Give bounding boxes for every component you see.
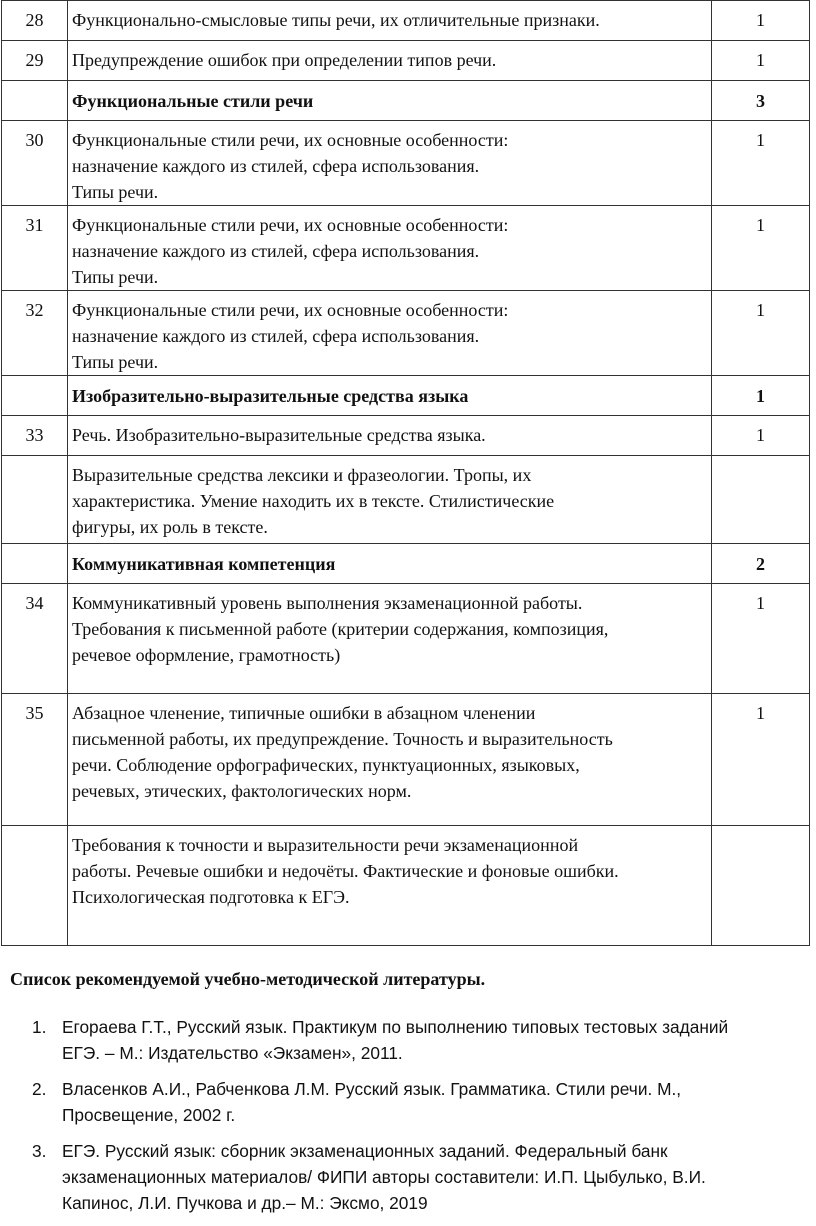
- lesson-topic: [68, 584, 712, 694]
- topic-line: Функциональные стили речи: [72, 90, 314, 111]
- hours-count: [712, 456, 810, 544]
- table-row: [2, 41, 810, 81]
- section-title: [68, 81, 712, 121]
- topic-line: речевых, этических, фактологических норм.: [72, 781, 412, 801]
- row-number: 29: [2, 41, 68, 81]
- hours-count: 1: [712, 1, 810, 41]
- literature-item: [0, 1138, 816, 1216]
- hours-count: 1: [712, 291, 810, 376]
- topic-line: Типы речи.: [72, 352, 159, 372]
- lesson-topic: [68, 291, 712, 376]
- row-number: 34: [2, 584, 68, 694]
- literature-item-text: Власенков А.И., Рабченкова Л.М. Русский язык. Грамматика. Стили речи. М., Просвещение, 2002 г.: [62, 1079, 682, 1125]
- hours-count: 1: [712, 584, 810, 694]
- row-number: 35: [2, 694, 68, 826]
- table-row: [2, 584, 810, 694]
- row-number: 28: [2, 1, 68, 41]
- topic-line: назначение каждого из стилей, сфера использования.: [72, 326, 480, 346]
- row-number: [2, 826, 68, 946]
- hours-count: 1: [712, 416, 810, 456]
- table-row: [2, 206, 810, 291]
- table-row: [2, 1, 810, 41]
- section-row: [2, 81, 810, 121]
- literature-item: [0, 1076, 816, 1128]
- topic-line: Функциональные стили речи, их основные особенности:: [72, 130, 509, 150]
- topic-line: Функциональные стили речи, их основные особенности:: [72, 215, 509, 235]
- lesson-plan-table-body: [2, 1, 810, 946]
- section-row: [2, 544, 810, 584]
- lesson-topic: [68, 41, 712, 81]
- row-number: 32: [2, 291, 68, 376]
- literature-item-text: ЕГЭ. Русский язык: сборник экзаменационных заданий. Федеральный банк экзаменационных материалов/ ФИПИ авторы составители: И.П. Цыбулько, В.И. Капинос, Л.И. Пучкова и др.– М.: Эксмо, 2019: [62, 1141, 706, 1213]
- lesson-topic: [68, 416, 712, 456]
- row-number: [2, 456, 68, 544]
- hours-count: 2: [712, 544, 810, 584]
- topic-line: Функционально-смысловые типы речи, их отличительные признаки.: [72, 10, 600, 30]
- topic-line: Изобразительно-выразительные средства языка: [72, 385, 469, 406]
- hours-count: [712, 826, 810, 946]
- topic-line: фигуры, их роль в тексте.: [72, 517, 268, 537]
- section-title: [68, 544, 712, 584]
- literature-item-number: 3.: [32, 1141, 47, 1161]
- row-number: [2, 376, 68, 416]
- table-row: [2, 121, 810, 206]
- hours-count: 1: [712, 121, 810, 206]
- topic-line: речи. Соблюдение орфографических, пунктуационных, языковых,: [72, 755, 580, 775]
- table-row: [2, 826, 810, 946]
- section-row: [2, 376, 810, 416]
- literature-item-text: Егораева Г.Т., Русский язык. Практикум по выполнению типовых тестовых заданий ЕГЭ. – М.: Издательство «Экзамен», 2011.: [62, 1017, 729, 1063]
- hours-count: 1: [712, 694, 810, 826]
- table-row: [2, 456, 810, 544]
- topic-line: Требования к письменной работе (критерии содержания, композиция,: [72, 619, 609, 639]
- row-number: [2, 544, 68, 584]
- hours-count: 1: [712, 41, 810, 81]
- topic-line: Психологическая подготовка к ЕГЭ.: [72, 887, 350, 907]
- topic-line: Типы речи.: [72, 182, 159, 202]
- topic-line: характеристика. Умение находить их в тексте. Стилистические: [72, 491, 555, 511]
- literature-item: [0, 1014, 816, 1066]
- row-number: 33: [2, 416, 68, 456]
- hours-count: 1: [712, 206, 810, 291]
- table-row: [2, 291, 810, 376]
- literature-item-number: 1.: [32, 1017, 47, 1037]
- topic-line: работы. Речевые ошибки и недочёты. Фактические и фоновые ошибки.: [72, 861, 619, 881]
- row-number: [2, 81, 68, 121]
- section-title: [68, 376, 712, 416]
- topic-line: письменной работы, их предупреждение. Точность и выразительность: [72, 729, 613, 749]
- topic-line: Функциональные стили речи, их основные особенности:: [72, 300, 509, 320]
- topic-line: Выразительные средства лексики и фразеологии. Тропы, их: [72, 465, 532, 485]
- topic-line: Коммуникативный уровень выполнения экзаменационной работы.: [72, 593, 583, 613]
- literature-list: [0, 1014, 816, 1226]
- topic-line: Типы речи.: [72, 267, 159, 287]
- topic-line: речевое оформление, грамотность): [72, 645, 341, 665]
- topic-line: Требования к точности и выразительности речи экзаменационной: [72, 835, 579, 855]
- topic-line: назначение каждого из стилей, сфера использования.: [72, 241, 480, 261]
- row-number: 31: [2, 206, 68, 291]
- lesson-topic: [68, 206, 712, 291]
- table-row: [2, 416, 810, 456]
- lesson-topic: [68, 121, 712, 206]
- literature-heading: Список рекомендуемой учебно-методической литературы.: [10, 969, 486, 989]
- table-row: [2, 694, 810, 826]
- topic-line: назначение каждого из стилей, сфера использования.: [72, 156, 480, 176]
- literature-item-number: 2.: [32, 1079, 47, 1099]
- hours-count: 3: [712, 81, 810, 121]
- lesson-topic: [68, 826, 712, 946]
- lesson-topic: [68, 694, 712, 826]
- hours-count: 1: [712, 376, 810, 416]
- topic-line: Речь. Изобразительно-выразительные средства языка.: [72, 425, 486, 445]
- topic-line: Абзацное членение, типичные ошибки в абзацном членении: [72, 703, 536, 723]
- topic-line: Предупреждение ошибок при определении типов речи.: [72, 50, 497, 70]
- lesson-plan-table: [1, 0, 810, 946]
- topic-line: Коммуникативная компетенция: [72, 553, 336, 574]
- lesson-topic: [68, 1, 712, 41]
- lesson-topic: [68, 456, 712, 544]
- row-number: 30: [2, 121, 68, 206]
